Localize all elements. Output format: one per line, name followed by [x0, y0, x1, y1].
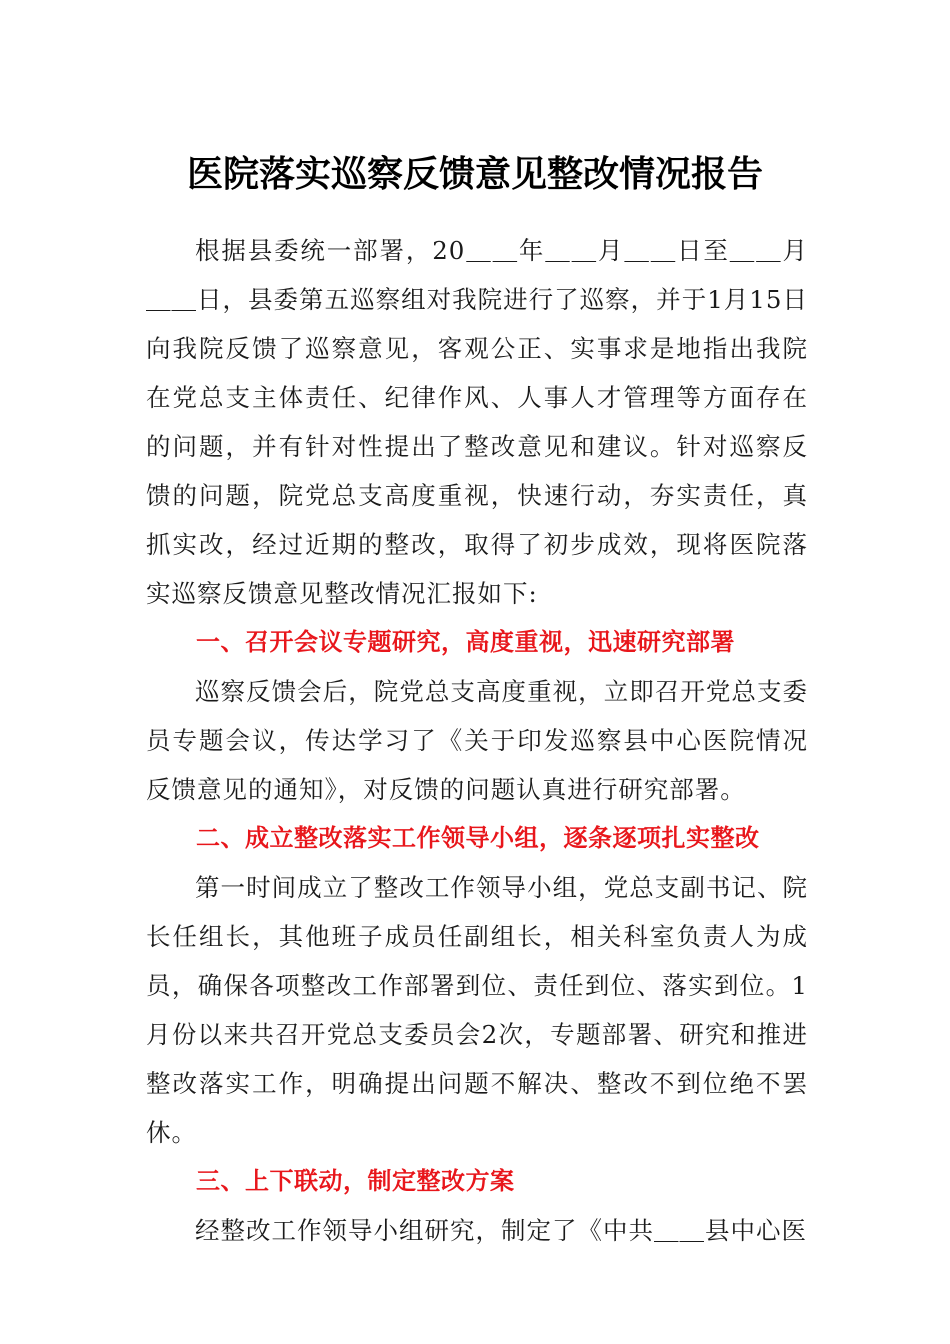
section-3-paragraph: 经整改工作领导小组研究，制定了《中共＿＿县中心医: [195, 1216, 807, 1245]
section-2-paragraph: 第一时间成立了整改工作领导小组，党总支副书记、院长任组长，其他班子成员任副组长，相关科室负责人为成员，确保各项整改工作部署到位、责任到位、落实到位。1月份以来共召开党总支委员会2次，专题部署、研究和推进整改落实工作，明确提出问题不解决、整改不到位绝不罢休。: [146, 873, 808, 1147]
document-body: [146, 226, 808, 1255]
section-2-heading: 二、成立整改落实工作领导小组，逐条逐项扎实整改: [196, 824, 760, 852]
document-title: 医院落实巡察反馈意见整改情况报告: [186, 153, 763, 195]
section-1-paragraph: 巡察反馈会后，院党总支高度重视，立即召开党总支委员专题会议，传达学习了《关于印发巡察县中心医院情况反馈意见的通知》，对反馈的问题认真进行研究部署。: [146, 677, 808, 804]
section-3-heading: 三、上下联动，制定整改方案: [196, 1167, 515, 1195]
intro-paragraph: 根据县委统一部署，20＿＿年＿＿月＿＿日至＿＿月＿＿日，县委第五巡察组对我院进行了巡察，并于1月15日向我院反馈了巡察意见，客观公正、实事求是地指出我院在党总支主体责任、纪律作风、人事人才管理等方面存在的问题，并有针对性提出了整改意见和建议。针对巡察反馈的问题，院党总支高度重视，快速行动，夯实责任，真抓实改，经过近期的整改，取得了初步成效，现将医院落实巡察反馈意见整改情况汇报如下:: [146, 236, 808, 608]
section-1-heading: 一、召开会议专题研究，高度重视，迅速研究部署: [196, 628, 735, 656]
